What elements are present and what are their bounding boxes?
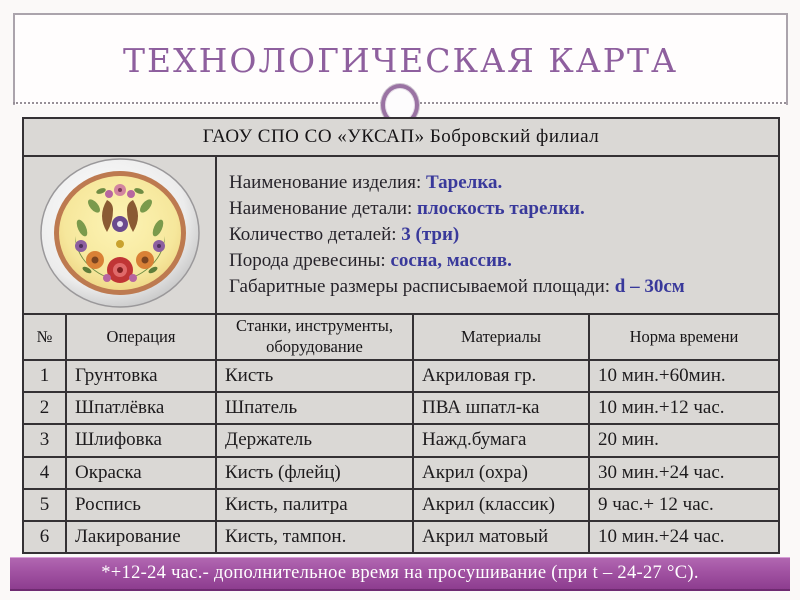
row-number-cell: 2	[23, 392, 66, 424]
info-label: Наименование детали:	[229, 198, 413, 220]
info-line	[229, 248, 770, 274]
materials-cell: Акрил (охра)	[413, 457, 589, 489]
page-title: ТЕХНОЛОГИЧЕСКАЯ КАРТА	[123, 40, 678, 80]
painted-plate-image	[37, 158, 203, 308]
column-header-operation: Операция	[66, 314, 216, 360]
footnote-bar	[10, 557, 790, 591]
tools-cell: Держатель	[216, 424, 413, 456]
info-label: Габаритные размеры расписываемой площади:	[229, 276, 611, 298]
column-header-materials: Материалы	[413, 314, 589, 360]
table-row	[23, 424, 779, 456]
column-header-time: Норма времени	[589, 314, 779, 360]
info-line	[229, 222, 770, 248]
materials-cell: Акрил (классик)	[413, 489, 589, 521]
column-header-num: №	[23, 314, 66, 360]
info-value: сосна, массив.	[390, 250, 512, 272]
row-number-cell: 4	[23, 457, 66, 489]
row-number-cell: 1	[23, 360, 66, 392]
product-info-cell	[216, 156, 779, 314]
org-header-cell: ГАОУ СПО СО «УКСАП» Бобровский филиал	[23, 118, 779, 156]
tools-cell: Кисть	[216, 360, 413, 392]
table-row	[23, 360, 779, 392]
operation-cell: Шпатлёвка	[66, 392, 216, 424]
tools-cell: Кисть, палитра	[216, 489, 413, 521]
info-label: Количество деталей:	[229, 224, 397, 246]
operation-cell: Роспись	[66, 489, 216, 521]
info-line	[229, 170, 770, 196]
operation-cell: Грунтовка	[66, 360, 216, 392]
org-header-row	[23, 118, 779, 156]
time-cell: 30 мин.+24 час.	[589, 457, 779, 489]
info-line	[229, 196, 770, 222]
table-row	[23, 392, 779, 424]
row-number-cell: 6	[23, 521, 66, 553]
time-cell: 10 мин.+12 час.	[589, 392, 779, 424]
time-cell: 10 мин.+24 час.	[589, 521, 779, 553]
process-table	[22, 117, 780, 554]
time-cell: 10 мин.+60мин.	[589, 360, 779, 392]
footnote-text: *+12-24 час.- дополнительное время на просушивание (при t – 24-27 °С).	[101, 563, 699, 583]
table-row	[23, 457, 779, 489]
info-line	[229, 274, 770, 300]
product-info-row	[23, 156, 779, 314]
table-row	[23, 521, 779, 553]
operation-cell: Шлифовка	[66, 424, 216, 456]
info-value: плоскость тарелки.	[417, 198, 585, 220]
info-label: Наименование изделия:	[229, 172, 422, 194]
operation-cell: Окраска	[66, 457, 216, 489]
column-header-tools: Станки, инструменты, оборудование	[216, 314, 413, 360]
operation-cell: Лакирование	[66, 521, 216, 553]
info-value: d – 30см	[614, 276, 685, 298]
time-cell: 9 час.+ 12 час.	[589, 489, 779, 521]
tools-cell: Шпатель	[216, 392, 413, 424]
info-value: Тарелка.	[425, 172, 503, 194]
info-label: Порода древесины:	[229, 250, 386, 272]
time-cell: 20 мин.	[589, 424, 779, 456]
materials-cell: Акриловая гр.	[413, 360, 589, 392]
materials-cell: Акрил матовый	[413, 521, 589, 553]
table-row	[23, 489, 779, 521]
info-value: 3 (три)	[401, 224, 460, 246]
materials-cell: ПВА шпатл-ка	[413, 392, 589, 424]
materials-cell: Нажд.бумага	[413, 424, 589, 456]
row-number-cell: 5	[23, 489, 66, 521]
table-header-row	[23, 314, 779, 360]
row-number-cell: 3	[23, 424, 66, 456]
tools-cell: Кисть (флейц)	[216, 457, 413, 489]
tools-cell: Кисть, тампон.	[216, 521, 413, 553]
plate-image-cell	[23, 156, 216, 314]
